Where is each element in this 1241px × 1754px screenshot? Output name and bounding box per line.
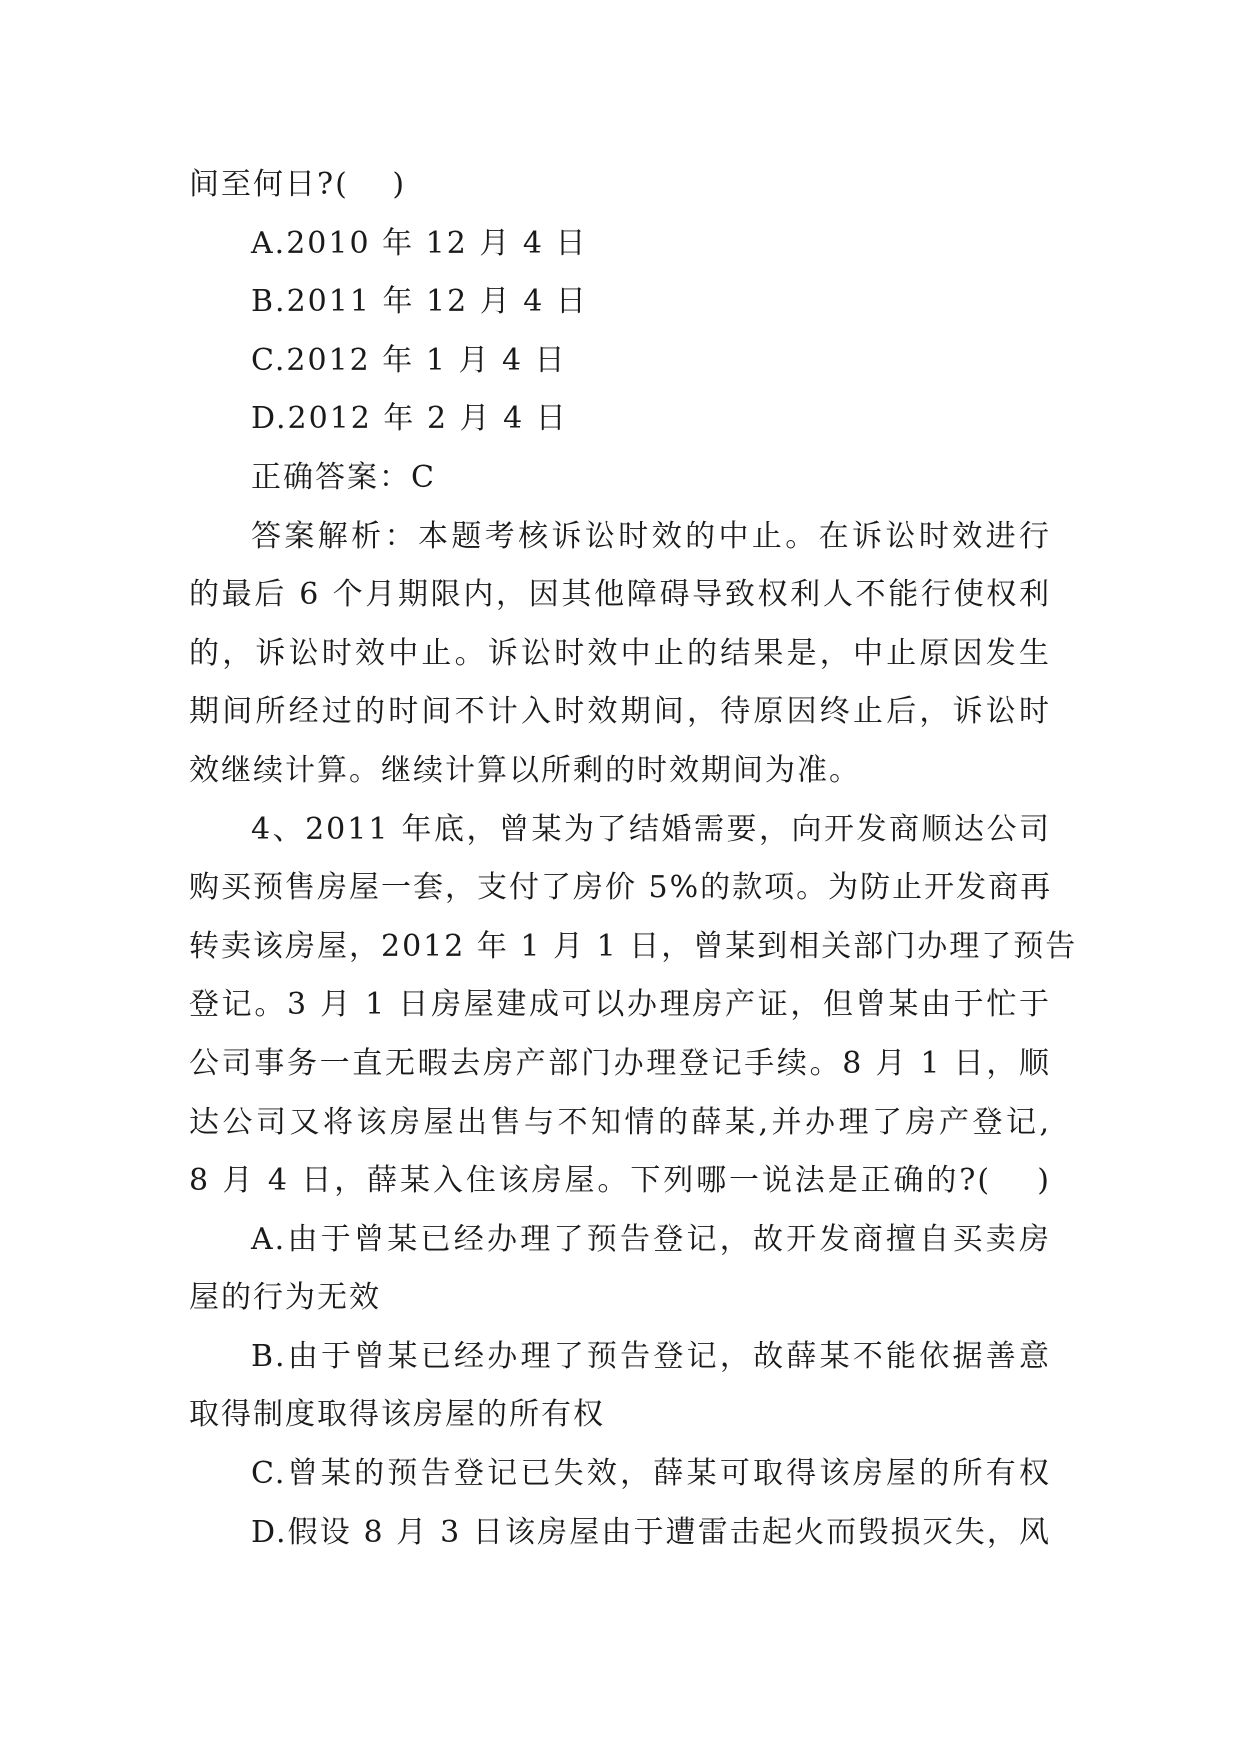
question-4-line: 4、2011 年底，曾某为了结婚需要，向开发商顺达公司 [251, 811, 1051, 847]
question-4-option-d: D.假设 8 月 3 日该房屋由于遭雷击起火而毁损灭失，风 [251, 1514, 1051, 1550]
question-4-line: 达公司又将该房屋出售与不知情的薛某,并办理了房产登记, [189, 1104, 1051, 1140]
question-4-line: 公司事务一直无暇去房产部门办理登记手续。8 月 1 日，顺 [189, 1045, 1051, 1081]
question-3-option-b: B.2011 年 12 月 4 日 [251, 284, 588, 320]
question-3-option-d: D.2012 年 2 月 4 日 [251, 401, 568, 437]
question-3-option-a: A.2010 年 12 月 4 日 [251, 225, 588, 261]
question-4-option-b-continued: 取得制度取得该房屋的所有权 [189, 1397, 605, 1433]
question-4-line: 购买预售房屋一套，支付了房价 5%的款项。为防止开发商再 [189, 870, 1053, 906]
question-3-option-c: C.2012 年 1 月 4 日 [251, 342, 567, 378]
question-4-line: 转卖该房屋，2012 年 1 月 1 日，曾某到相关部门办理了预告 [189, 928, 1078, 964]
question-4-line: 8 月 4 日，薛某入住该房屋。下列哪一说法是正确的?( ) [189, 1163, 1051, 1199]
question-4-option-b: B.由于曾某已经办理了预告登记，故薛某不能依据善意 [251, 1338, 1051, 1374]
question-3-analysis-line: 的最后 6 个月期限内，因其他障碍导致权利人不能行使权利 [189, 577, 1051, 613]
question-4-line: 登记。3 月 1 日房屋建成可以办理房产证，但曾某由于忙于 [189, 987, 1051, 1023]
document-body [189, 156, 1078, 1562]
question-4-option-a: A.由于曾某已经办理了预告登记，故开发商擅自买卖房 [251, 1221, 1051, 1257]
question-3-analysis-line: 的，诉讼时效中止。诉讼时效中止的结果是，中止原因发生 [189, 635, 1051, 671]
question-3-tail: 间至何日?( ) [189, 167, 407, 202]
question-3-analysis-line: 效继续计算。继续计算以所剩的时效期间为准。 [189, 752, 861, 788]
question-3-analysis-line: 期间所经过的时间不计入时效期间，待原因终止后，诉讼时 [189, 694, 1051, 730]
question-4-option-a-continued: 屋的行为无效 [189, 1280, 381, 1316]
question-4-option-c: C.曾某的预告登记已失效，薛某可取得该房屋的所有权 [251, 1456, 1051, 1492]
question-3-answer: 正确答案：C [251, 459, 436, 495]
question-3-analysis-line: 答案解析：本题考核诉讼时效的中止。在诉讼时效进行 [251, 518, 1051, 554]
